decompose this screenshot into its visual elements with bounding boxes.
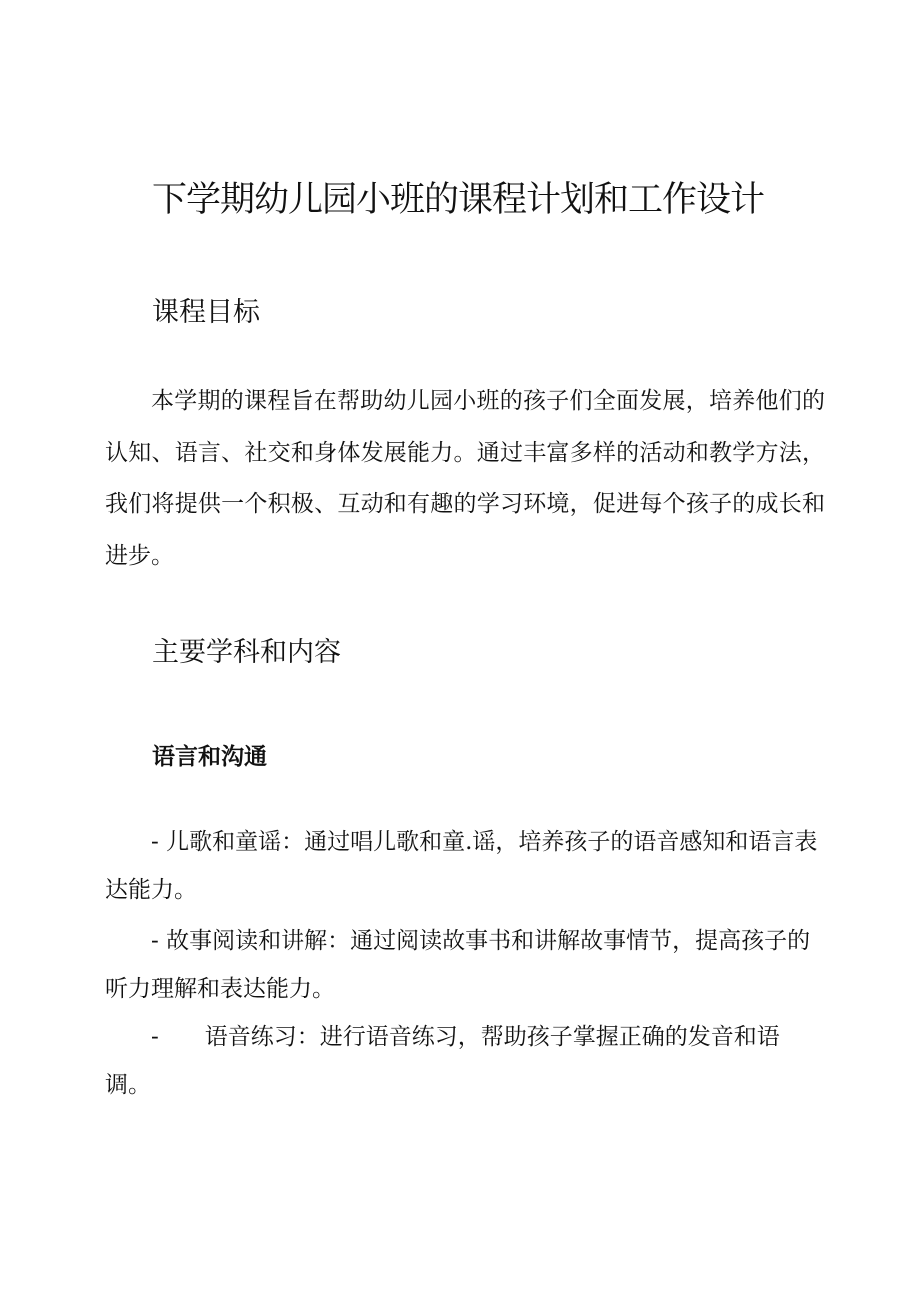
list-item-text: 故事阅读和讲解：通过阅读故事书和讲解故事情节，提高孩子的听力理解和表达能力。: [105, 928, 811, 1002]
list-item-text: 语音练习：进行语音练习，帮助孩子掌握正确的发音和语调。: [105, 1024, 780, 1098]
list-dash: -: [151, 928, 159, 954]
course-goals-paragraph: 本学期的课程旨在帮助幼儿园小班的孩子们全面发展，培养他们的认知、语言、社交和身体发展能力。通过丰富多样的活动和教学方法，我们将提供一个积极、互动和有趣的学习环境，促进每个孩子的成长和进步。: [105, 388, 825, 569]
document-title: 下学期幼儿园小班的课程计划和工作设计: [152, 180, 765, 220]
list-item: [105, 818, 820, 914]
list-dash: -: [151, 1024, 159, 1050]
section-heading-course-goals: 课程目标: [152, 297, 260, 328]
list-dash: -: [151, 829, 159, 855]
list-item-text: 儿歌和童谣：通过唱儿歌和童.谣，培养孩子的语音感知和语言表达能力。: [105, 829, 818, 903]
section-heading-main-subjects: 主要学科和内容: [152, 637, 341, 668]
list-item: [105, 917, 820, 1013]
subheading-language-communication: 语言和沟通: [152, 744, 267, 770]
list-item: [105, 1013, 820, 1109]
